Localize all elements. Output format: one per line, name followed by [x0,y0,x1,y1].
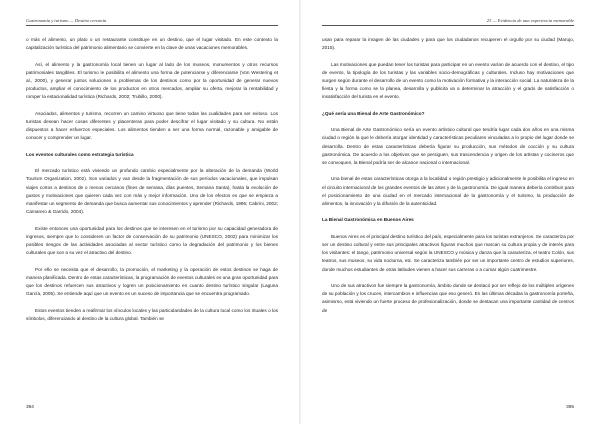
paragraph: Una bienal de estas características otorga a la localidad o región prestigio y adicionalmente le posibilita el ingreso en el circuito internacional de los grandes eventos de las artes y de la gastronomía. De igual manera debería contribuir para el posicionamiento de una ciudad en el mercado internacional de la gastronomía y el turismo, la producción de alimentos, la innovación y la difusión de la autenticidad. [322,176,574,206]
section-heading: La Bienal Gastronómica en Buenos Aires [322,217,414,223]
paragraph: Asociados, alimentos y turismo, recorren un camino virtuoso que tiene todas las cualidades para ser exitoso. Los turistas desean hacer cosas diferentes y placenteras para poder descifrar el lugar visitado y su cultura. No están dispuestos a hacer esfuerzos especiales. Los alimentos tienden a ser una forma normal, razonable y amigable de conocer y comprender un lugar. [26,110,278,141]
left-page-body [26,36,278,323]
right-running-head: 23 — Evidencia de una experiencia memorable [322,17,574,26]
paragraph: Estos eventos tienden a reafirmar los vínculos locales y las particularidades de la cultura local como los rituales o los símbolos, diferenciando al destino de la cultura global. También se [26,307,278,321]
paragraph: Uno de sus atractivos fue siempre la gastronomía, ámbito donde se destacó por ser reflejo de los múltiples orígenes de su población y los cruces, intercambios e influencias que eso generó. En las últimas décadas la gastronomía porteña, asimismo, está viviendo un fuerte proceso de profesionalización, donde se destacan una importante cantidad de centros de [322,282,574,313]
section-heading: Los eventos culturales como estrategia turística [26,151,134,157]
right-page [300,0,600,424]
right-page-body [322,36,574,315]
paragraph: El mercado turístico está viviendo un profundo cambio especialmente por la alteración de la demanda (World Tourism Organization, 2002). Son variados y van desde la fragmentación de sus períodos vacacionales, que impulsan viajes cortos a destinos de o menos cercanos (fines de semana, días puentes, Semana Santa), hasta la evolución de gustos y motivaciones que quieren cada vez con más y mejor información. Uno de los efectos es que se empieza a manifestar un segmento de demanda que busca aumentar sus conocimientos y aprender (Richards, 1996; Cabrini, 2002; Camarero & Garrido, 2004). [26,168,278,215]
left-running-head: Gastronomía y turismo — Destino cercanía [26,17,278,26]
paragraph: Una Bienal de Arte Gastronómico sería un evento artístico cultural que tendría lugar cada dos años en una misma ciudad o región la que le debería otorgar identidad y características peculiares vinculadas a lo propio del lugar donde se desarrolla. Dentro de estas características debería figurar su producción, sus métodos de cocción y su cultura gastronómica. De acuerdo a los objetivos que se persiguen, sus trascendencia y origen de los artistas y cocineros que se convoquen, la Bienal podría ser de alcance nacional o internacional. [322,127,574,165]
paragraph: usan para reparar la imagen de las ciudades y para que los ciudadanos recuperen el orgullo por su ciudad (Marujo, 2015). [322,37,574,51]
paragraph: Así, el alimento y la gastronomía local tienen un lugar al lado de los museos, monumentos y otros recursos patrimoniales tangibles. El turismo le posibilita el alimento una forma de potenciarse y diferenciarse (Von Westering et al., 2000), y generar juntos soluciones a problemas de los destinos como por la oportunidad de generar nuevos productos, ampliar el conocimiento de los productos en otros mercados, ampliar su oferta, mejorar la rentabilidad y romper la estacionalidad turística (Richards, 2002; Trubillo, 2000). [26,61,278,100]
paragraph: Existe entonces una oportunidad para los destinos que se interesen en el turismo por su capacidad generadora de ingresos, siempre que lo consideren un factor de conservación de su patrimonio (UNESCO, 2002) para minimizar los posibles riesgos de las actividades asociadas al sector turístico como la degradación del patrimonio y los bienes culturales que son a su vez el atractivo del destino. [26,225,278,256]
left-page-number: 394 [26,404,34,409]
paragraph: Las motivaciones que puedan tener los turistas para participar en un evento varían de acuerdo con el destino, el tipo de evento, la tipología de los turistas y las variables socio-demográficas y culturales. Incluso hay motivaciones que surgen según durante el desarrollo de un evento como la motivación formativa y la interacción social. La naturaleza de la fiesta y la forma como se la planea, desarrolla y publicita va a determinar la atracción y el grado de satisfacción o insatisfacción del turista en el evento. [322,61,574,100]
paragraph: Por ello se necesita que el desarrollo, la promoción, el marketing y la operación de estos destinos se haga de manera planificada. Dentro de estas características, la programación de eventos culturales es una gran oportunidad para que los destinos refuercen sus atractivos y logren un posicionamiento en cuanto destino turístico singular (Laguna García, 2005). Se entiende aquí que un evento es un suceso de importancia que se encuentra programado. [26,266,278,297]
right-page-number: 395 [566,404,574,409]
section-heading: ¿Qué sería una Bienal de Arte Gastronómico? [322,110,425,116]
paragraph: o más el alimento, un plato o un restaurante constituye en un destino, que el lugar visitado. En este contexto la capitalización turística del patrimonio alimentario se convierte en la clave de unas vacaciones memorables. [26,37,278,51]
paragraph: Buenos Aires es el principal destino turístico del país, especialmente para los turistas extranjeros. Se caracteriza por ser un destino cultural y entre sus principales atractivos figuran muchos que marcan su cultura propia y de interés para los visitantes: el tango, patrimonio universal según la UNESCO y música y danza que la caracteriza, el teatro Colón, sus teatros, sus museos, su vida nocturna, etc. Se caracteriza también por ser un importante centro de estudios superiores, donde muchos estudiantes de otras latitudes vienen a hacer sus carreras o a cursar algún cuatrimestre. [322,233,574,272]
